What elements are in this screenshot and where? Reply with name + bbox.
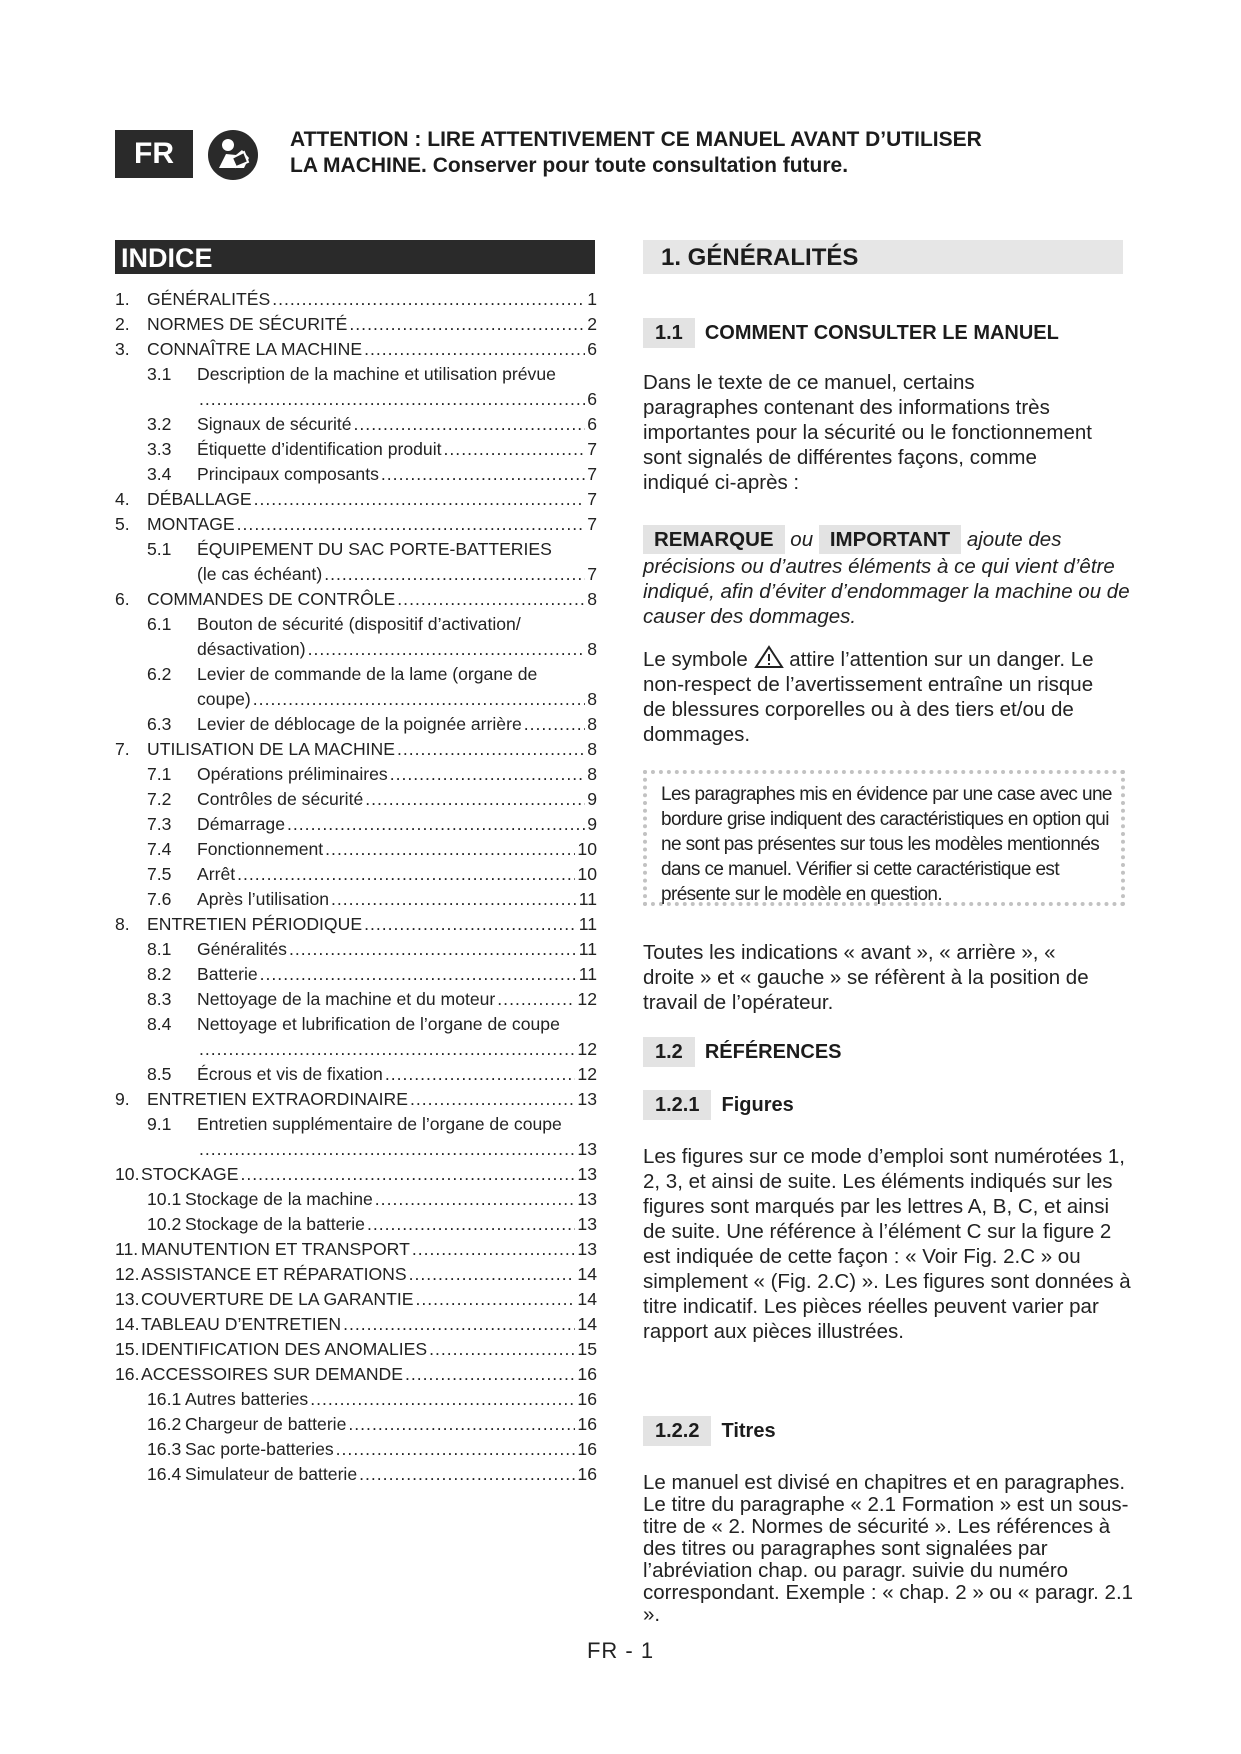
toc-page-number: 16 xyxy=(577,1439,597,1459)
toc-number: 1. xyxy=(115,289,130,309)
toc-label: Description de la machine et utilisation prévue xyxy=(197,364,556,384)
toc-entry xyxy=(115,1087,597,1112)
symbol-text-before: Le symbole xyxy=(643,648,748,671)
toc-number: 7.4 xyxy=(147,839,172,859)
page-number: FR - 1 xyxy=(586,1638,655,1663)
toc-entry xyxy=(115,1287,597,1312)
toc-page-number: 7 xyxy=(587,464,597,484)
toc-leader-dots xyxy=(199,387,585,412)
toc-number: 5.1 xyxy=(147,539,172,559)
toc-label: Après l’utilisation xyxy=(197,889,330,909)
toc-number: 12. xyxy=(115,1264,140,1284)
toc-page-number: 16 xyxy=(577,1364,597,1384)
toc-label: DÉBALLAGE xyxy=(147,489,252,509)
toc-entry xyxy=(115,1312,597,1337)
toc-number: 8.1 xyxy=(147,939,172,959)
toc-leader-dots xyxy=(429,1337,575,1362)
toc-label: coupe) xyxy=(197,689,251,709)
toc-label: MANUTENTION ET TRANSPORT xyxy=(141,1239,410,1259)
toc-leader-dots xyxy=(348,1412,575,1437)
toc-page-number: 11 xyxy=(578,964,597,984)
toc-label: ÉQUIPEMENT DU SAC PORTE-BATTERIES xyxy=(197,539,552,559)
toc-label: ACCESSOIRES SUR DEMANDE xyxy=(141,1364,403,1384)
toc-page-number: 12 xyxy=(577,989,597,1009)
danger-paragraph xyxy=(643,645,1103,747)
toc-number: 4. xyxy=(115,489,130,509)
toc-number: 14. xyxy=(115,1314,140,1334)
toc-entry xyxy=(115,1212,597,1237)
toc-entry xyxy=(115,1112,597,1137)
toc-leader-dots xyxy=(260,962,577,987)
table-of-contents xyxy=(115,287,597,1487)
toc-entry xyxy=(115,662,597,687)
toc-leader-dots xyxy=(308,637,586,662)
toc-page-number: 16 xyxy=(577,1414,597,1434)
toc-entry xyxy=(115,1362,597,1387)
toc-label: Nettoyage de la machine et du moteur xyxy=(197,989,496,1009)
titles-paragraph: Le manuel est divisé en chapitres et en paragraphes. Le titre du paragraphe « 2.1 Formation » est un sous-titre de « 2. Normes de sécurité ». Les références à des titres ou paragraphes sont signalées par l’abréviation chap. ou paragr. suivie du numéro correspondant. Exemple : « chap. 2 » ou « paragr. 2.1 ». xyxy=(643,1471,1134,1626)
toc-label: Stockage de la machine xyxy=(185,1189,373,1209)
toc-entry xyxy=(115,362,597,387)
remarque-tag: REMARQUE xyxy=(643,525,785,554)
toc-number: 7.6 xyxy=(147,889,172,909)
section-1-title: 1. GÉNÉRALITÉS xyxy=(643,240,1123,274)
toc-leader-dots xyxy=(409,1262,576,1287)
toc-entry xyxy=(115,1187,597,1212)
toc-number: 6.2 xyxy=(147,664,172,684)
toc-page-number: 15 xyxy=(577,1339,597,1359)
toc-entry xyxy=(115,562,597,587)
toc-leader-dots xyxy=(199,1137,575,1162)
toc-label: Démarrage xyxy=(197,814,286,834)
toc-leader-dots xyxy=(367,1212,575,1237)
toc-entry xyxy=(115,512,597,537)
toc-leader-dots xyxy=(390,762,586,787)
subsection-1-1-heading xyxy=(643,318,1059,348)
read-manual-icon xyxy=(206,128,260,182)
toc-page-number: 13 xyxy=(577,1189,597,1209)
toc-entry xyxy=(115,837,597,862)
toc-label: Arrêt xyxy=(197,864,236,884)
toc-label: COUVERTURE DE LA GARANTIE xyxy=(141,1289,414,1309)
toc-number: 7.1 xyxy=(147,764,172,784)
toc-entry xyxy=(115,1037,597,1062)
toc-page-number: 8 xyxy=(587,764,597,784)
toc-entry xyxy=(115,1062,597,1087)
toc-page-number: 10 xyxy=(577,839,597,859)
toc-number: 6.3 xyxy=(147,714,172,734)
subsection-number: 1.2.2 xyxy=(643,1416,711,1446)
toc-page-number: 8 xyxy=(587,714,597,734)
toc-number: 8.4 xyxy=(147,1014,172,1034)
toc-entry xyxy=(115,737,597,762)
symbol-text-after: attire l’attention sur un danger. Le non-respect de l’avertissement entraîne un risque de blessures corporelles ou à des tiers et/ou de dommages. xyxy=(643,648,1094,746)
toc-page-number: 12 xyxy=(577,1064,597,1084)
toc-leader-dots xyxy=(375,1187,576,1212)
toc-leader-dots xyxy=(240,1162,575,1187)
toc-label: NORMES DE SÉCURITÉ xyxy=(147,314,348,334)
toc-leader-dots xyxy=(324,562,585,587)
toc-number: 9. xyxy=(115,1089,130,1109)
toc-page-number: 6 xyxy=(587,389,597,409)
toc-leader-dots xyxy=(354,412,586,437)
toc-label: ENTRETIEN EXTRAORDINAIRE xyxy=(147,1089,409,1109)
toc-leader-dots xyxy=(237,512,586,537)
or-word: ou xyxy=(790,528,814,551)
toc-number: 3.4 xyxy=(147,464,172,484)
toc-label: Stockage de la batterie xyxy=(185,1214,365,1234)
toc-leader-dots xyxy=(336,1437,576,1462)
toc-page-number: 14 xyxy=(577,1289,597,1309)
toc-page-number: 9 xyxy=(587,814,597,834)
toc-label: TABLEAU D’ENTRETIEN xyxy=(141,1314,342,1334)
important-tag: IMPORTANT xyxy=(819,525,961,554)
toc-label: Autres batteries xyxy=(185,1389,309,1409)
toc-label: Généralités xyxy=(197,939,287,959)
toc-leader-dots xyxy=(365,787,585,812)
toc-entry xyxy=(115,1412,597,1437)
toc-page-number: 7 xyxy=(587,439,597,459)
toc-number: 8.2 xyxy=(147,964,172,984)
toc-leader-dots xyxy=(287,812,585,837)
toc-page-number: 6 xyxy=(587,414,597,434)
toc-page-number: 6 xyxy=(587,339,597,359)
toc-page-number: 16 xyxy=(577,1464,597,1484)
toc-leader-dots xyxy=(497,987,575,1012)
toc-number: 7.5 xyxy=(147,864,172,884)
optional-feature-box: Les paragraphes mis en évidence par une case avec une bordure grise indiquent des caractéristiques en option qui ne sont pas présentes sur tous les modèles mentionnés dans ce manuel. Vérifier si cette caractéristique est présente sur le modèle en question. xyxy=(643,770,1125,906)
toc-label: Signaux de sécurité xyxy=(197,414,352,434)
toc-entry xyxy=(115,287,597,312)
toc-number: 7.2 xyxy=(147,789,172,809)
toc-label: Entretien supplémentaire de l’organe de coupe xyxy=(197,1114,562,1134)
toc-entry xyxy=(115,762,597,787)
toc-page-number: 12 xyxy=(577,1039,597,1059)
toc-leader-dots xyxy=(385,1062,576,1087)
toc-number: 16.4 xyxy=(147,1464,182,1484)
toc-label: IDENTIFICATION DES ANOMALIES xyxy=(141,1339,428,1359)
toc-entry xyxy=(115,812,597,837)
remark-text: ajoute des précisions ou d’autres éléments à ce qui vient d’être indiqué, afin d’éviter d’endommager la machine ou de causer des dommages. xyxy=(643,528,1130,628)
toc-page-number: 13 xyxy=(577,1139,597,1159)
toc-entry xyxy=(115,937,597,962)
toc-page-number: 9 xyxy=(587,789,597,809)
toc-leader-dots xyxy=(289,937,577,962)
toc-entry xyxy=(115,862,597,887)
toc-entry xyxy=(115,487,597,512)
toc-leader-dots xyxy=(343,1312,575,1337)
toc-label: Fonctionnement xyxy=(197,839,324,859)
toc-leader-dots xyxy=(364,912,577,937)
toc-entry xyxy=(115,337,597,362)
toc-number: 13. xyxy=(115,1289,140,1309)
toc-number: 10.2 xyxy=(147,1214,182,1234)
toc-page-number: 7 xyxy=(587,514,597,534)
toc-page-number: 11 xyxy=(578,939,597,959)
toc-number: 10.1 xyxy=(147,1189,182,1209)
toc-label: Contrôles de sécurité xyxy=(197,789,364,809)
toc-entry xyxy=(115,962,597,987)
toc-label: Levier de déblocage de la poignée arrière xyxy=(197,714,522,734)
toc-label: (le cas échéant) xyxy=(197,564,323,584)
toc-leader-dots xyxy=(397,737,585,762)
toc-entry xyxy=(115,1162,597,1187)
toc-leader-dots xyxy=(405,1362,575,1387)
toc-entry xyxy=(115,912,597,937)
toc-number: 10. xyxy=(115,1164,140,1184)
toc-entry xyxy=(115,462,597,487)
toc-number: 6.1 xyxy=(147,614,172,634)
toc-number: 8.3 xyxy=(147,989,172,1009)
toc-number: 8. xyxy=(115,914,130,934)
subsection-number: 1.2 xyxy=(643,1037,695,1067)
toc-label: ASSISTANCE ET RÉPARATIONS xyxy=(141,1264,407,1284)
toc-label: Étiquette d’identification produit xyxy=(197,439,442,459)
toc-entry xyxy=(115,887,597,912)
toc-entry xyxy=(115,587,597,612)
toc-page-number: 16 xyxy=(577,1389,597,1409)
toc-entry xyxy=(115,537,597,562)
toc-page-number: 8 xyxy=(587,589,597,609)
toc-entry xyxy=(115,412,597,437)
toc-page-number: 13 xyxy=(577,1239,597,1259)
toc-label: Nettoyage et lubrification de l’organe de coupe xyxy=(197,1014,560,1034)
toc-number: 16.1 xyxy=(147,1389,182,1409)
toc-label: GÉNÉRALITÉS xyxy=(147,289,271,309)
index-title: INDICE xyxy=(115,240,595,274)
toc-leader-dots xyxy=(325,837,575,862)
toc-leader-dots xyxy=(253,687,585,712)
toc-number: 11. xyxy=(115,1239,139,1259)
toc-number: 7.3 xyxy=(147,814,172,834)
subsection-1-2-1-heading xyxy=(643,1090,794,1120)
toc-leader-dots xyxy=(524,712,585,737)
toc-page-number: 10 xyxy=(577,864,597,884)
toc-page-number: 8 xyxy=(587,639,597,659)
toc-leader-dots xyxy=(349,312,585,337)
subsection-number: 1.2.1 xyxy=(643,1090,711,1120)
subsection-1-2-2-heading xyxy=(643,1416,776,1446)
toc-label: COMMANDES DE CONTRÔLE xyxy=(147,589,396,609)
toc-label: Chargeur de batterie xyxy=(185,1414,347,1434)
toc-entry xyxy=(115,637,597,662)
figures-paragraph: Les figures sur ce mode d’emploi sont numérotées 1, 2, 3, et ainsi de suite. Les éléments indiqués sur les figures sont marqués par les lettres A, B, C, et ainsi de suite. Une référence à l’élément C sur la figure 2 est indiquée de cette façon : « Voir Fig. 2.C » ou simplement « (Fig. 2.C) ». Les figures sont données à titre indicatif. Les pièces réelles peuvent varier par rapport aux pièces illustrées. xyxy=(643,1145,1131,1343)
toc-entry xyxy=(115,1337,597,1362)
toc-number: 3.2 xyxy=(147,414,172,434)
toc-label: Sac porte-batteries xyxy=(185,1439,334,1459)
toc-number: 3.1 xyxy=(147,364,172,384)
toc-page-number: 11 xyxy=(578,889,597,909)
toc-entry xyxy=(115,712,597,737)
toc-page-number: 14 xyxy=(577,1314,597,1334)
toc-label: STOCKAGE xyxy=(141,1164,239,1184)
toc-entry xyxy=(115,687,597,712)
toc-number: 16.3 xyxy=(147,1439,182,1459)
toc-page-number: 13 xyxy=(577,1214,597,1234)
subsection-title: Titres xyxy=(721,1419,776,1442)
toc-page-number: 14 xyxy=(577,1264,597,1284)
toc-number: 16. xyxy=(115,1364,140,1384)
toc-label: Simulateur de batterie xyxy=(185,1464,358,1484)
toc-page-number: 1 xyxy=(587,289,597,309)
toc-leader-dots xyxy=(397,587,585,612)
warning-line-2: LA MACHINE. Conserver pour toute consultation future. xyxy=(290,154,849,177)
toc-leader-dots xyxy=(415,1287,575,1312)
subsection-title: RÉFÉRENCES xyxy=(704,1040,842,1063)
toc-leader-dots xyxy=(272,287,585,312)
toc-label: désactivation) xyxy=(197,639,306,659)
toc-leader-dots xyxy=(331,887,577,912)
directions-paragraph: Toutes les indications « avant », « arrière », « droite » et « gauche » se réfèrent à la position de travail de l’opérateur. xyxy=(643,941,1089,1014)
toc-leader-dots xyxy=(199,1037,575,1062)
toc-entry xyxy=(115,1387,597,1412)
toc-label: Principaux composants xyxy=(197,464,379,484)
toc-label: CONNAÎTRE LA MACHINE xyxy=(147,339,363,359)
toc-number: 16.2 xyxy=(147,1414,182,1434)
toc-label: ENTRETIEN PÉRIODIQUE xyxy=(147,914,363,934)
toc-entry xyxy=(115,387,597,412)
subsection-number: 1.1 xyxy=(643,318,695,348)
toc-entry xyxy=(115,787,597,812)
toc-leader-dots xyxy=(410,1087,575,1112)
toc-label: Opérations préliminaires xyxy=(197,764,388,784)
toc-page-number: 7 xyxy=(587,564,597,584)
toc-entry xyxy=(115,987,597,1012)
toc-number: 3.3 xyxy=(147,439,172,459)
toc-page-number: 13 xyxy=(577,1089,597,1109)
toc-page-number: 11 xyxy=(578,914,597,934)
toc-page-number: 8 xyxy=(587,689,597,709)
language-badge: FR xyxy=(115,130,193,178)
remark-paragraph xyxy=(643,525,1133,629)
toc-number: 15. xyxy=(115,1339,140,1359)
toc-page-number: 8 xyxy=(587,739,597,759)
toc-leader-dots xyxy=(381,462,585,487)
manual-warning xyxy=(290,127,1090,179)
toc-entry xyxy=(115,437,597,462)
warning-triangle-icon xyxy=(754,645,784,669)
toc-page-number: 7 xyxy=(587,489,597,509)
toc-entry xyxy=(115,1437,597,1462)
toc-label: UTILISATION DE LA MACHINE xyxy=(147,739,395,759)
toc-entry xyxy=(115,612,597,637)
toc-number: 8.5 xyxy=(147,1064,172,1084)
toc-label: Bouton de sécurité (dispositif d’activation/ xyxy=(197,614,521,634)
toc-leader-dots xyxy=(359,1462,575,1487)
toc-number: 3. xyxy=(115,339,130,359)
toc-number: 7. xyxy=(115,739,130,759)
toc-label: Écrous et vis de fixation xyxy=(197,1064,383,1084)
intro-paragraph: Dans le texte de ce manuel, certains paragraphes contenant des informations très importantes pour la sécurité ou le fonctionnement sont signalés de différentes façons, comme indiqué ci-après : xyxy=(643,371,1092,494)
toc-leader-dots xyxy=(412,1237,576,1262)
toc-leader-dots xyxy=(364,337,585,362)
subsection-title: Figures xyxy=(721,1093,794,1116)
toc-entry xyxy=(115,1137,597,1162)
toc-number: 2. xyxy=(115,314,130,334)
toc-number: 9.1 xyxy=(147,1114,172,1134)
toc-number: 6. xyxy=(115,589,130,609)
toc-leader-dots xyxy=(254,487,586,512)
toc-label: Batterie xyxy=(197,964,258,984)
toc-leader-dots xyxy=(444,437,586,462)
toc-entry xyxy=(115,312,597,337)
toc-entry xyxy=(115,1262,597,1287)
subsection-title: COMMENT CONSULTER LE MANUEL xyxy=(704,321,1059,344)
toc-page-number: 13 xyxy=(577,1164,597,1184)
warning-line-1: ATTENTION : LIRE ATTENTIVEMENT CE MANUEL AVANT D’UTILISER xyxy=(290,128,982,151)
toc-entry xyxy=(115,1462,597,1487)
toc-page-number: 2 xyxy=(587,314,597,334)
toc-label: Levier de commande de la lame (organe de xyxy=(197,664,538,684)
toc-label: MONTAGE xyxy=(147,514,235,534)
toc-leader-dots xyxy=(310,1387,575,1412)
subsection-1-2-heading xyxy=(643,1037,842,1067)
toc-entry xyxy=(115,1237,597,1262)
toc-leader-dots xyxy=(237,862,575,887)
toc-number: 5. xyxy=(115,514,130,534)
toc-entry xyxy=(115,1012,597,1037)
